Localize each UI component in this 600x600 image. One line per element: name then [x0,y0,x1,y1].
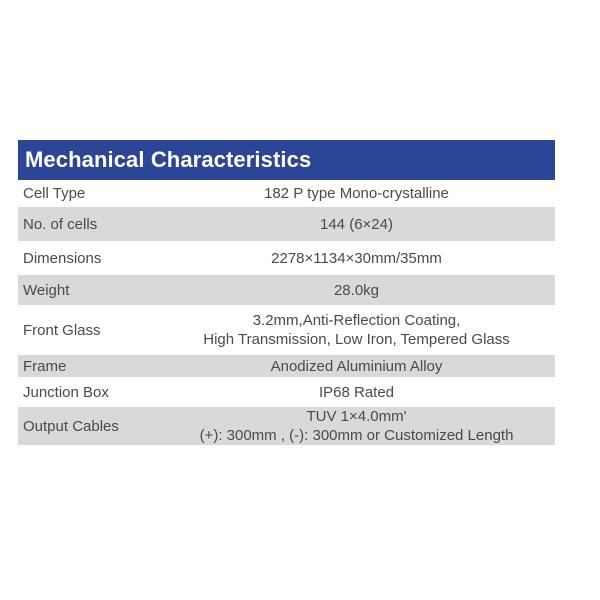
table-row-cell-type [18,180,555,207]
table-row-output-cables [18,407,555,445]
table-row-weight [18,275,555,305]
row-value-line: Anodized Aluminium Alloy [270,357,443,375]
row-value-line: High Transmission, Low Iron, Tempered Glass [203,331,510,348]
row-value [178,383,555,402]
table-row-front-glass [18,305,555,355]
row-value-line: (+): 300mm , (-): 300mm or Customized Length [199,427,514,444]
row-value [178,281,555,300]
row-label: Front Glass [23,321,101,339]
row-value [178,357,555,376]
row-label: Dimensions [23,249,102,267]
row-value [178,311,555,349]
row-label: Frame [23,357,67,375]
table-row-no-of-cells [18,207,555,241]
row-value-line: 144 (6×24) [320,215,393,233]
row-value-line: TUV 1×4.0mm' [306,408,407,425]
row-value-line: 28.0kg [333,281,380,299]
row-label: Weight [23,281,70,299]
row-value [178,249,555,268]
row-label: Junction Box [23,383,109,401]
row-value-line: 2278×1134×30mm/35mm [271,249,442,267]
row-value-line: IP68 Rated [318,383,395,401]
row-value [178,215,555,234]
row-label: Output Cables [23,417,119,435]
mechanical-characteristics-table [18,140,555,445]
row-value [178,184,555,203]
row-label: Cell Type [23,185,86,202]
row-value-line: 3.2mm,Anti-Reflection Coating, [252,312,461,329]
row-value-line: 182 P type Mono-crystalline [264,185,449,202]
row-label: No. of cells [23,215,98,233]
row-value [178,407,555,445]
table-row-junction-box [18,377,555,407]
table-title: Mechanical Characteristics [18,140,555,180]
table-row-frame [18,355,555,377]
table-row-dimensions [18,241,555,275]
